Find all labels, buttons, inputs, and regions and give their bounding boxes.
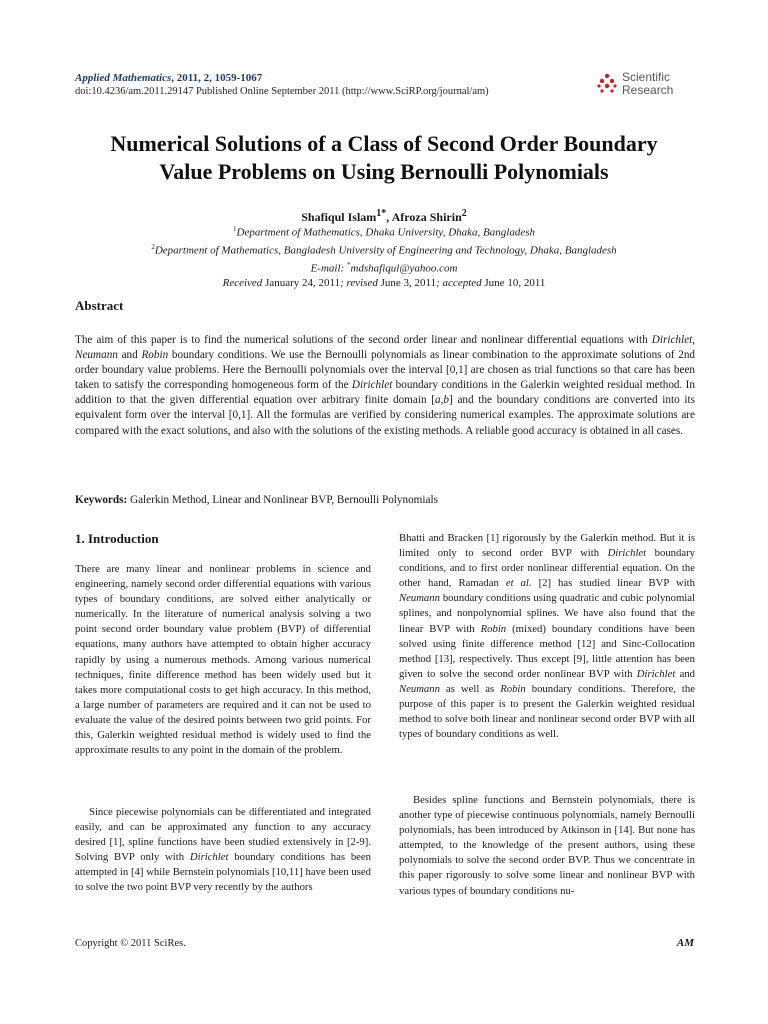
title-line2: Value Problems on Using Bernoulli Polynomials (159, 159, 609, 184)
accepted-month: June (484, 277, 505, 290)
abstract-term: Neumann (75, 349, 118, 362)
paragraph-text: Since piecewise polynomials can be differentiated and integrated easily, and can be approximated any function to any accuracy desired [1], spline functions have been studied extensively in [2-9]. Solving BVP only with (75, 806, 371, 864)
abstract-var: b (443, 394, 449, 407)
journal-citation (75, 71, 545, 85)
intro-paragraph-4 (399, 793, 695, 899)
doi-line: doi:10.4236/am.2011.29147 Published Online September 2011 (http://www.SciRP.org/journal/am) (75, 86, 489, 97)
paragraph-text: Besides spline functions and Bernstein polynomials, there is another type of piecewise continuous polynomials, namely Bernoulli polynomials, has been introduced by Atkinson in [14]. But none has attempted, to the knowledge of the present authors, using these polynomials to solve the second order BVP. Thus we concentrate in this paper rigorously to solve some linear and nonlinear BVP with various types of boundary conditions nu- (399, 794, 695, 897)
title-line1: Numerical Solutions of a Class of Second Order Boundary (110, 131, 658, 156)
paragraph-term: Dirichlet (636, 667, 676, 680)
received-label: Received (222, 277, 266, 290)
paragraph-text: (mixed) boundary conditions have been solved using finite difference method [12] and Sinc-Collocation method [13], respectively. Thus except [9], little attention has been given to solve the second order nonlinear BVP with (399, 622, 696, 680)
publisher-line2: Research (622, 83, 674, 97)
author-2: Afroza Shirin (391, 210, 462, 224)
abstract-term: Dirichlet (651, 334, 693, 346)
paragraph-text: boundary conditions has been attempted in [4] while Bernstein polynomials [10,11] have been used to solve the two point BVP very recently by the authors (75, 851, 371, 894)
abstract-text: ] and the boundary conditions are converted into its equivalent form over the interval [0,1]. All the formulas are verified by considering numerical examples. The approximate solutions are compared with the exact solutions, and also with the solutions of the existing methods. A reliable good accuracy is obtained in all cases. (75, 394, 695, 437)
paragraph-term: Dirichlet (607, 547, 647, 560)
abstract-text: boundary conditions. We use the Bernoulli polynomials as linear combination to the approximate solutions of 2nd order boundary value problems. Here the Bernoulli polynomials over the interval [0,1] are chosen as trial functions so that care has been taken to satisfy the corresponding homogeneous form of the (75, 349, 696, 392)
author-separator: , (386, 210, 392, 224)
copyright-notice: Copyright © 2011 SciRes. (75, 938, 186, 949)
intro-paragraph-2 (75, 805, 371, 896)
author-1-marker: 1* (376, 208, 387, 219)
affiliation-1 (60, 222, 708, 240)
publisher-line1: Scientific (622, 70, 671, 84)
paragraph-text: There are many linear and nonlinear problems in science and engineering, namely second order differential equations with various types of boundary conditions, are solved either analytically or numerically. In the literature of numerical analysis solving a two point second order boundary value problem (BVP) of differential equations, many authors have attempted to obtain higher accuracy rapidly by using a numerous methods. Among various numerical techniques, finite difference method has been widely used but it takes more computational costs to get high accuracy. In this method, a large number of parameters are required and it can not be used to evaluate the value of the desired points between two grid points. For this, Galerkin weighted residual method is widely used to find the approximate results to any point in the domain of the problem. (75, 563, 371, 757)
abstract-text: boundary conditions in the Galerkin weighted residual method. In addition to that the given differential equation over arbitrary finite domain [ (75, 379, 695, 407)
paper-title (60, 130, 708, 186)
revised-date: 3, 2011 (400, 277, 437, 290)
affiliation-2-marker: 2 (151, 243, 155, 252)
keywords-text: Galerkin Method, Linear and Nonlinear BVP, Bernoulli Polynomials (130, 494, 438, 506)
abstract-text: and (117, 349, 142, 362)
email-address[interactable]: mdshafiqul@yahoo.com (350, 262, 458, 275)
keywords (75, 493, 695, 508)
abstract-text: , (440, 394, 444, 407)
journal-info: , 2011, 2, 1059-1067 (171, 72, 263, 84)
affiliation-1-marker: 1 (233, 225, 237, 233)
paragraph-term: Neumann (399, 592, 440, 605)
abstract-heading: Abstract (75, 298, 124, 313)
paragraph-term: Dirichlet (189, 851, 229, 864)
revised-label: ; revised (340, 277, 381, 290)
paragraph-text: boundary conditions using quadratic and cubic polynomial splines, and nonpolynomial splines. We have also found that the linear BVP with (399, 592, 695, 635)
email-label: E-mail: (310, 262, 347, 275)
revised-month: June (380, 277, 401, 290)
paragraph-term: Neumann (399, 682, 440, 695)
paragraph-text: boundary conditions, and to first order nonlinear differential equation. On the other hand, Ramadan (399, 547, 695, 590)
paragraph-text: and (675, 667, 696, 680)
intro-paragraph-3 (399, 531, 695, 742)
journal-name: Applied Mathematics (75, 72, 172, 84)
journal-header (75, 71, 545, 99)
affiliation-2 (60, 240, 708, 258)
paragraph-term: et al. (505, 577, 532, 590)
abstract-term: Dirichlet (351, 379, 393, 392)
affiliation-2-text: Department of Mathematics, Bangladesh University of Engineering and Technology, Dhaka, Bangladesh (154, 244, 617, 257)
paragraph-text: as well as (439, 682, 501, 695)
section-heading-introduction: 1. Introduction (75, 531, 159, 546)
abstract-text: The aim of this paper is to find the numerical solutions of the second order linear and nonlinear differential equations with (75, 334, 652, 346)
abstract-term: Robin (141, 349, 169, 362)
abstract-text: , (692, 334, 695, 346)
dates-line (60, 276, 708, 291)
keywords-label: Keywords: (75, 494, 130, 506)
received-month: January (265, 277, 300, 290)
affiliation-1-text: Department of Mathematics, Dhaka University, Dhaka, Bangladesh (236, 226, 535, 239)
accepted-label: ; accepted (436, 277, 485, 290)
email-marker: * (346, 261, 351, 270)
abstract-body (75, 333, 695, 439)
abstract-var: a (435, 394, 441, 407)
email-line (60, 258, 708, 276)
paragraph-text: Bhatti and Bracken [1] rigorously by the Galerkin method. But it is limited only to second order BVP with (399, 532, 695, 560)
intro-paragraph-1 (75, 562, 371, 758)
author-1: Shafiqul Islam (301, 210, 377, 224)
publisher-logo (594, 70, 704, 100)
paragraph-term: Robin (480, 622, 507, 635)
paragraph-term: Robin (500, 682, 526, 695)
publisher-name (622, 71, 673, 97)
paragraph-text: [2] has studied linear BVP with (531, 577, 695, 590)
scientific-research-logo-icon (596, 73, 618, 95)
author-2-marker: 2 (461, 208, 467, 219)
journal-abbreviation: AM (676, 937, 694, 949)
paragraph-text: boundary conditions. Therefore, the purpose of this paper is to present the Galerkin weighted residual method to solve both linear and nonlinear second order BVP with all types of boundary conditions as well. (399, 682, 695, 741)
accepted-date: 10, 2011 (504, 277, 546, 290)
affiliations (60, 222, 708, 291)
received-date: 24, 2011 (299, 277, 341, 290)
